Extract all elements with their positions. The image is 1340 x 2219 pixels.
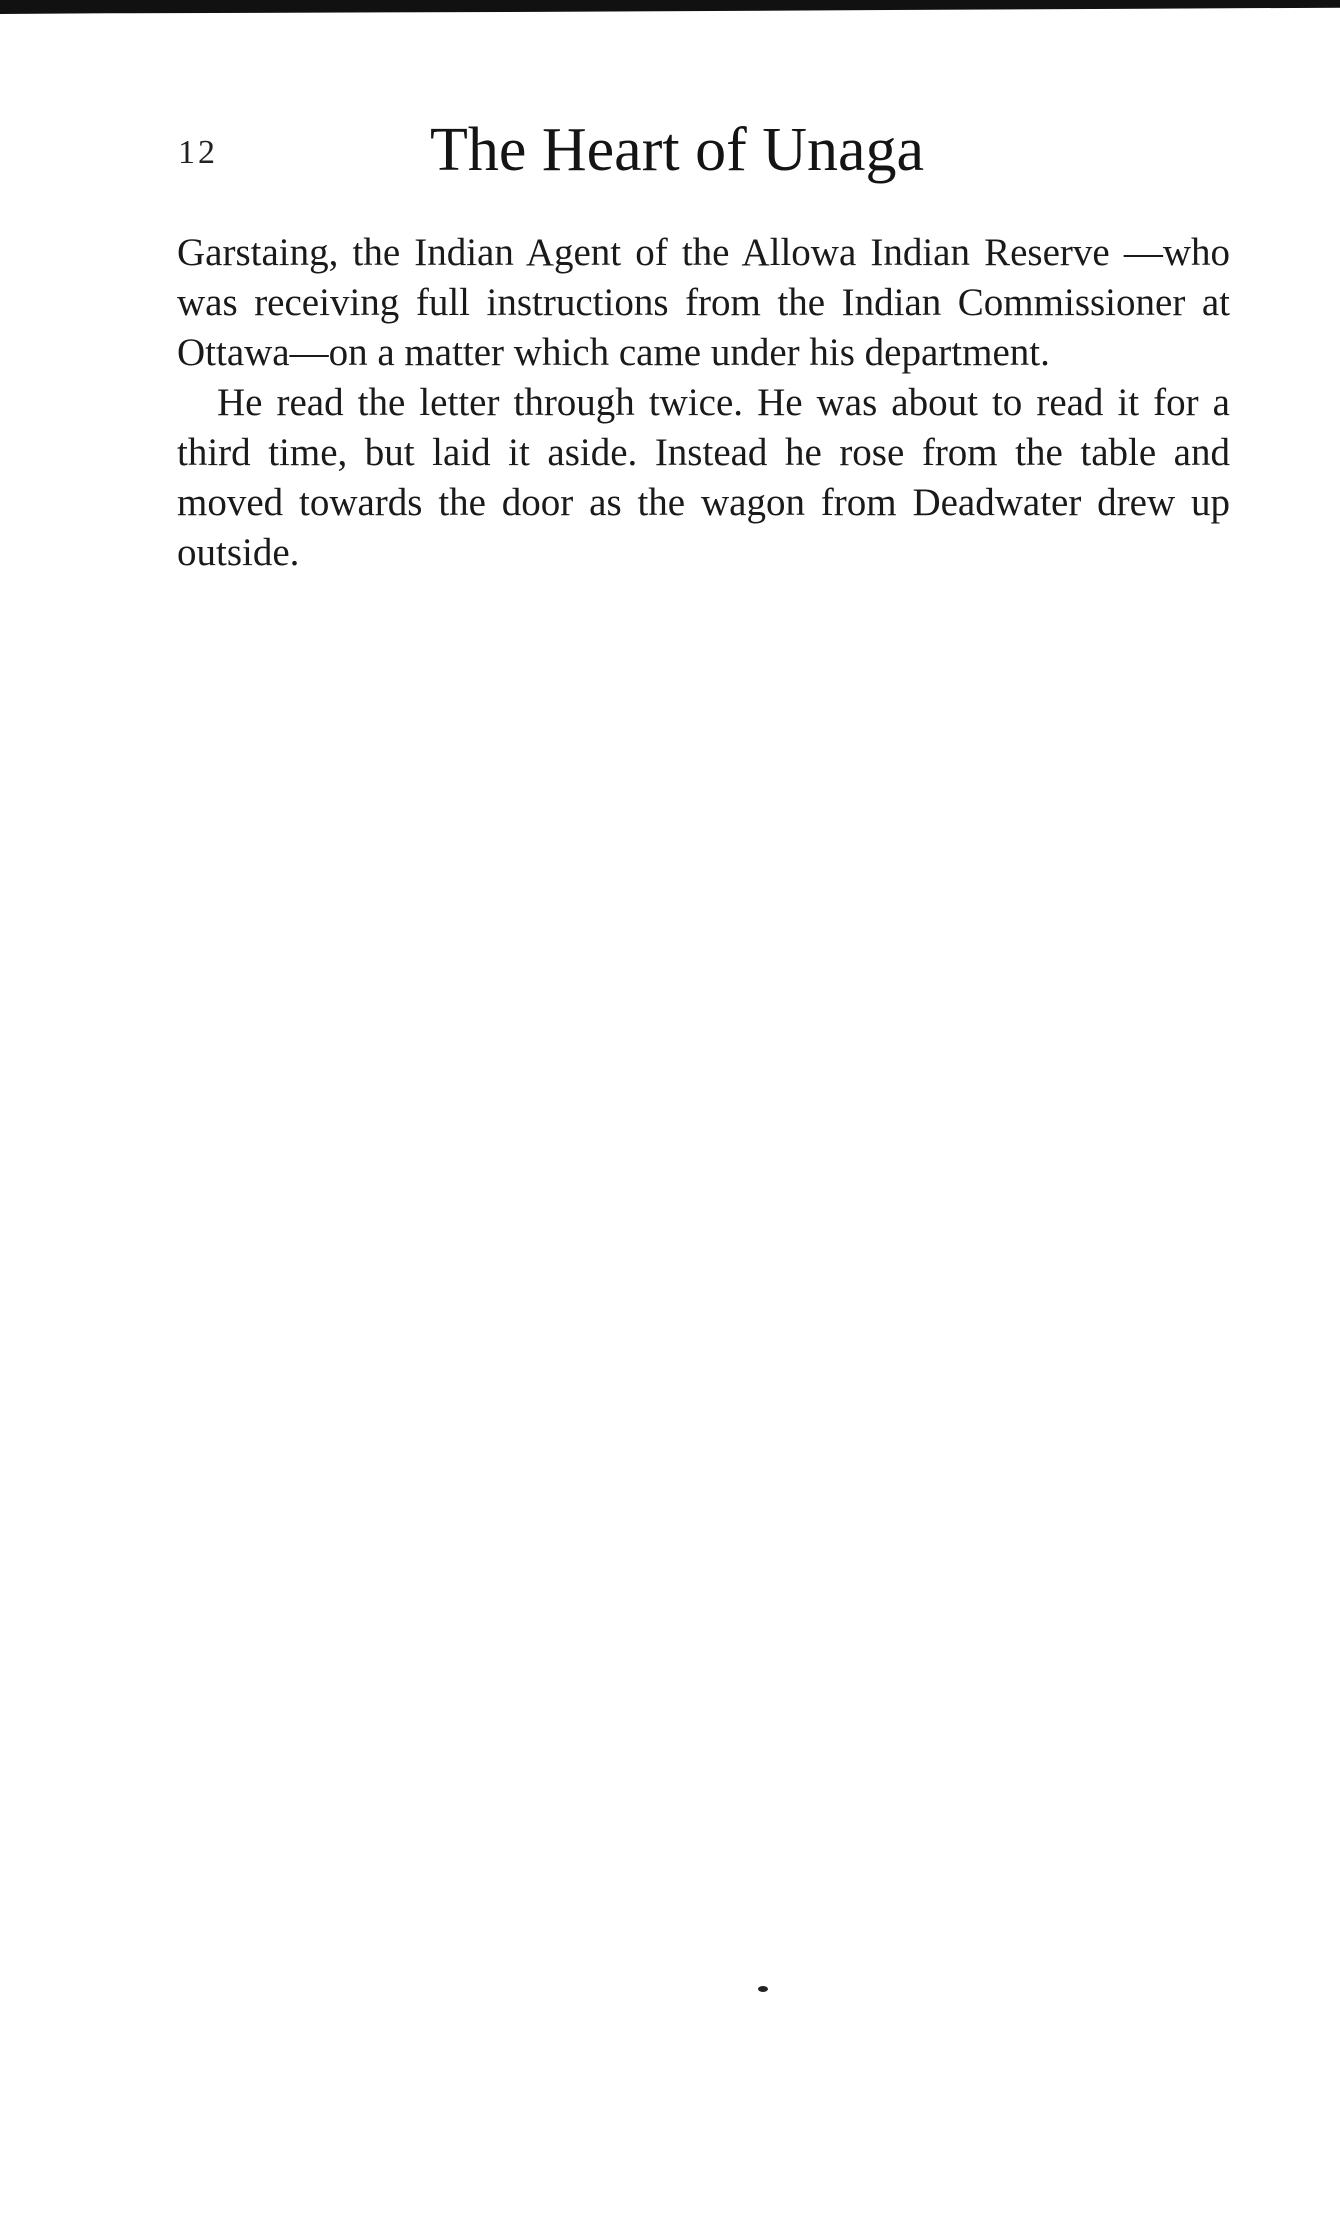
body-text — [177, 228, 1230, 578]
page-number: 12 — [178, 134, 218, 171]
paragraph-1: Garstaing, the Indian Agent of the Allowa Indian Reserve —who was receiving full instructions from the Indian Commissioner at Ottawa—on a matter which came under his department. — [177, 231, 1230, 374]
paragraph-2: He read the letter through twice. He was about to read it for a third time, but laid it aside. Instead he rose from the table and moved towards the door as the wagon from Deadwater drew up outside. — [177, 381, 1230, 574]
page-header — [0, 110, 1340, 190]
page-top-edge — [0, 0, 1340, 14]
ink-speck — [758, 1986, 768, 1992]
running-title: The Heart of Unaga — [430, 116, 925, 184]
